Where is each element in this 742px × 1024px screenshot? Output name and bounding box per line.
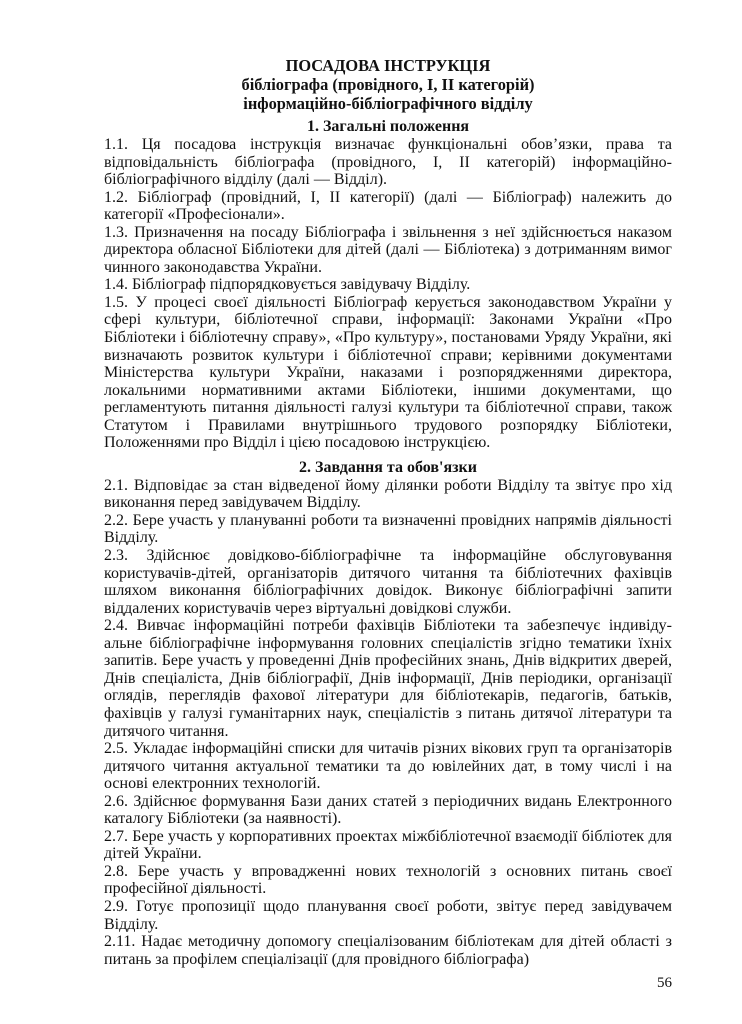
title-line-3: інформаційно-бібліографічного відділу (243, 94, 533, 113)
document-title (104, 56, 672, 113)
paragraph: 1.1. Ця посадова інструкція визначає функціональні обов’язки, права та відповідальність бібліографа (провідного, І, ІІ категорій) інформаційно-бібліографічного відділу (далі — Відділ). (104, 136, 672, 189)
paragraph: 2.5. Укладає інформаційні списки для читачів різних вікових груп та організаторів дитячого читання актуальної тематики та до ювілейних дат, в тому числі і на основі електронних технологій. (104, 740, 672, 793)
paragraph: 2.2. Бере участь у плануванні роботи та визначенні провідних напрямів діяльності Відділу. (104, 511, 672, 547)
paragraph: 1.2. Бібліограф (провідний, І, ІІ категорії) (далі — Бібліограф) належить до категорії «Професіонали». (104, 188, 672, 224)
paragraph: 2.3. Здійснює довідково-бібліографічне та інформаційне обслуговування користувачів-дітей, організаторів дитячого читання та бібліотечних фахівців шляхом виконання бібліографічних довідок. Виконує бібліографічні запити віддалених користувачів через віртуальні довідкові служби. (104, 547, 672, 617)
paragraph: 2.11. Надає методичну допомогу спеціалізованим бібліотекам для дітей області з питань за профілем спеціалізації (для провідного бібліографа) (104, 933, 672, 968)
paragraph: 1.3. Призначення на посаду Бібліографа і звільнення з неї здійснюється наказом директора обласної Бібліотеки для дітей (далі — Бібліотека) з дотриманням вимог чинного законодавства України. (104, 223, 672, 276)
paragraph: 1.5. У процесі своєї діяльності Бібліограф керується законодавством України у сфері культури, бібліотечної справи, інформації: Законами України «Про Бібліотеки і бібліотечну справу», «Про культуру», постановами Уряду України, які визначають розвиток культури і бібліотечної справи; керівними документами Міністерства культури України, наказами і розпорядженнями директора, локальними нормативними актами Бібліотеки, іншими документами, що регламентують питання діяльності галузі культури та бібліотечної справи, також Статутом і Правилами внутрішнього трудового розпорядку Бібліотеки, Положеннями про Відділ і цією посадовою інструкцією. (104, 293, 672, 452)
title-line-2: бібліографа (провідного, І, ІІ категорій) (241, 75, 535, 94)
paragraph: 2.1. Відповідає за стан відведеної йому ділянки роботи Відділу та звітує про хід виконання перед завідувачем Відділу. (104, 476, 672, 512)
section-heading: 2. Завдання та обов'язки (299, 458, 477, 476)
section-heading: 1. Загальні положення (306, 118, 470, 135)
paragraph: 2.8. Бере участь у впровадженні нових технологій з основних питань своєї професійної діяльності. (104, 862, 672, 898)
paragraph: 1.4. Бібліограф підпорядковується завідувачу Відділу. (104, 276, 471, 294)
title-line-1: ПОСАДОВА ІНСТРУКЦІЯ (285, 56, 491, 75)
page-number: 56 (657, 975, 672, 991)
paragraph: 2.4. Вивчає інформаційні потреби фахівців Бібліотеки та забезпечує індивіду-альне бібліографічне інформування головних спеціалістів згідно тематики їхніх запитів. Бере участь у проведенні Днів професійних знань, Днів відкритих дверей, Днів спеціаліста, Днів бібліографії, Днів інформації, Днів періодики, організації оглядів, переглядів фахової літератури для бібліотекарів, педагогів, батьків, фахівців у галузі гуманітарних наук, спеціалістів з питань дитячої літератури та дитячого читання. (104, 617, 672, 740)
paragraph: 2.7. Бере участь у корпоративних проектах міжбібліотечної взаємодії бібліотек для дітей України. (104, 827, 672, 863)
paragraph: 2.6. Здійснює формування Бази даних статей з періодичних видань Електронного каталогу Бібліотеки (за наявності). (104, 792, 672, 828)
paragraph: 2.9. Готує пропозиції щодо планування своєї роботи, звітує перед завідувачем Відділу. (104, 897, 672, 933)
